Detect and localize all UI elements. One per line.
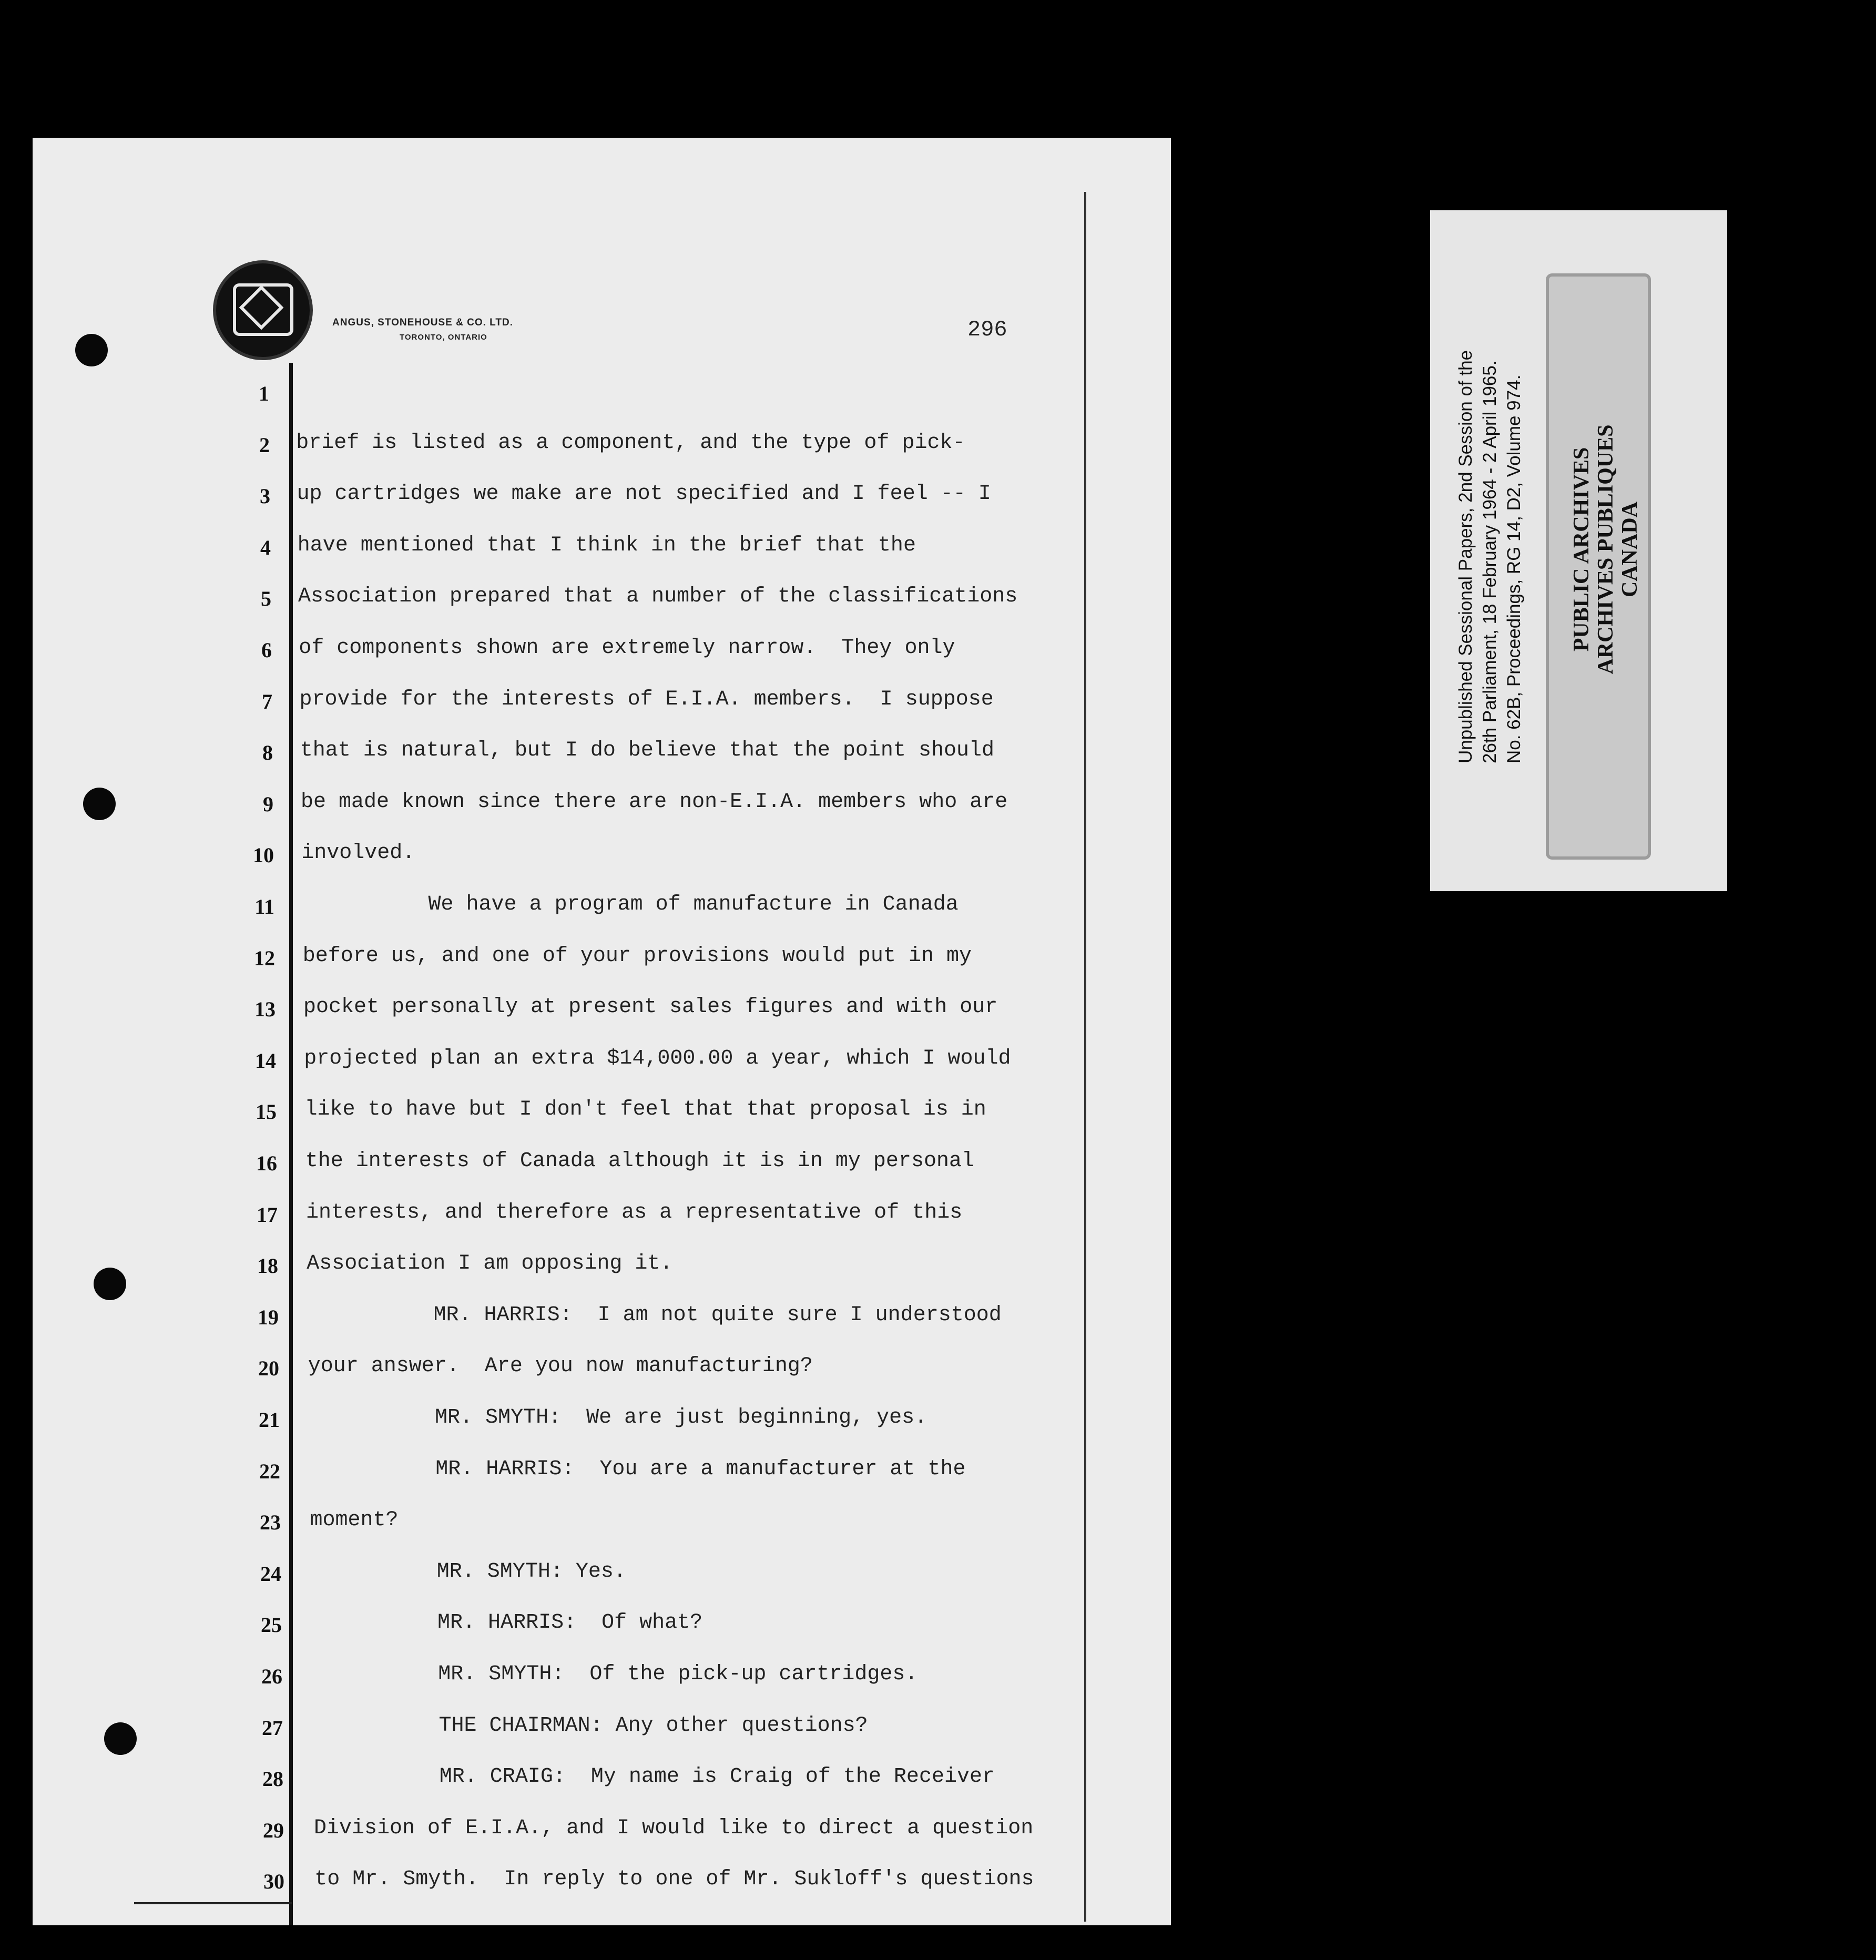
- firm-city: TORONTO, ONTARIO: [400, 333, 487, 342]
- transcript-line: provide for the interests of E.I.A. members. I suppose: [299, 687, 994, 711]
- archive-card-text: [1454, 122, 1526, 763]
- line-number: 6: [261, 638, 272, 662]
- line-number: 27: [262, 1716, 283, 1740]
- line-number: 30: [263, 1870, 284, 1894]
- transcript-line: projected plan an extra $14,000.00 a year, which I would: [304, 1046, 1011, 1070]
- transcript-line: MR. SMYTH: Yes.: [310, 1559, 626, 1584]
- firm-name: ANGUS, STONEHOUSE & CO. LTD.: [332, 317, 513, 328]
- line-number: 23: [260, 1510, 281, 1535]
- line-number: 14: [255, 1048, 276, 1073]
- line-number: 2: [259, 433, 270, 457]
- transcript-line: interests, and therefore as a representative of this: [306, 1200, 963, 1224]
- right-margin-line: [1084, 192, 1086, 1922]
- transcription-logo-icon: [213, 260, 313, 360]
- transcript-line: to Mr. Smyth. In reply to one of Mr. Sukloff's questions: [314, 1867, 1034, 1892]
- transcript-line: the interests of Canada although it is in my personal: [305, 1149, 974, 1173]
- line-number: 7: [262, 689, 272, 713]
- transcript-line: before us, and one of your provisions would put in my: [302, 944, 972, 968]
- transcript-line: have mentioned that I think in the brief that the: [297, 533, 916, 557]
- transcript-line: MR. CRAIG: My name is Craig of the Receiver: [313, 1765, 995, 1789]
- line-number: 16: [256, 1151, 277, 1175]
- archive-line: 26th Parliament, 18 February 1964 - 2 April 1965.: [1480, 360, 1500, 763]
- transcript-line: Association prepared that a number of the classifications: [298, 585, 1018, 609]
- archives-stamp-text: [1569, 379, 1642, 720]
- line-number: 15: [256, 1100, 277, 1124]
- line-number: 25: [261, 1613, 282, 1637]
- transcript-line: up cartridges we make are not specified and I feel -- I: [297, 482, 991, 506]
- archive-line: Unpublished Sessional Papers, 2nd Session of the: [1455, 350, 1476, 763]
- transcript-line: your answer. Are you now manufacturing?: [308, 1354, 813, 1379]
- line-number: 8: [262, 741, 273, 765]
- page-number: 296: [967, 317, 1007, 342]
- transcript-line: We have a program of manufacture in Canada: [302, 893, 959, 916]
- line-number: 22: [259, 1459, 280, 1483]
- line-number: 13: [254, 997, 276, 1022]
- line-number: 29: [263, 1818, 284, 1842]
- transcript-line: MR. HARRIS: You are a manufacturer at the: [309, 1457, 966, 1481]
- line-number: 1: [259, 382, 269, 405]
- stamp-line: PUBLIC ARCHIVES: [1569, 447, 1594, 652]
- archive-line: No. 62B, Proceedings, RG 14, D2, Volume 974.: [1504, 374, 1524, 763]
- line-number: 9: [263, 792, 273, 816]
- transcript-line: involved.: [301, 841, 415, 865]
- punch-hole: [83, 788, 116, 820]
- transcript-line: Association I am opposing it.: [307, 1252, 673, 1276]
- transcript-line: moment?: [310, 1508, 399, 1533]
- transcript-line: Division of E.I.A., and I would like to direct a question: [314, 1816, 1034, 1840]
- punch-hole: [104, 1722, 137, 1755]
- line-number: 4: [260, 535, 271, 559]
- punch-hole: [75, 334, 108, 366]
- transcript-line: MR. HARRIS: Of what?: [311, 1611, 703, 1635]
- line-number: 21: [259, 1408, 280, 1432]
- stamp-line: ARCHIVES PUBLIQUES: [1594, 424, 1618, 675]
- transcript-line: brief is listed as a component, and the type of pick-: [296, 431, 965, 455]
- line-number: 28: [262, 1767, 283, 1791]
- stamp-line: CANADA: [1618, 502, 1642, 597]
- transcript-line: MR. SMYTH: We are just beginning, yes.: [309, 1406, 927, 1430]
- line-number: 20: [258, 1356, 279, 1381]
- line-number: 18: [257, 1254, 278, 1278]
- transcript-line: that is natural, but I do believe that the point should: [300, 739, 994, 763]
- transcript-line: MR. HARRIS: I am not quite sure I understood: [307, 1303, 1002, 1327]
- bottom-rule: [134, 1902, 292, 1904]
- line-number: 10: [253, 843, 274, 867]
- transcript-page: [33, 138, 1171, 1925]
- line-number: 17: [257, 1202, 278, 1227]
- line-number: 11: [254, 895, 274, 918]
- margin-line: [289, 363, 293, 1925]
- logo-mark: [233, 283, 293, 336]
- line-number: 5: [261, 587, 271, 611]
- transcript-line: like to have but I don't feel that that proposal is in: [304, 1098, 986, 1122]
- transcript-line: MR. SMYTH: Of the pick-up cartridges.: [312, 1662, 918, 1686]
- line-number: 19: [258, 1305, 279, 1329]
- transcript-line: THE CHAIRMAN: Any other questions?: [312, 1713, 868, 1738]
- line-number: 24: [260, 1561, 281, 1586]
- transcript-line: pocket personally at present sales figures and with our: [303, 995, 998, 1019]
- line-number: 12: [254, 946, 275, 970]
- transcript-line: of components shown are extremely narrow. They only: [299, 636, 955, 660]
- punch-hole: [94, 1268, 126, 1300]
- line-number: 26: [261, 1665, 282, 1688]
- transcript-line: be made known since there are non-E.I.A. members who are: [301, 790, 1008, 814]
- line-number: 3: [260, 484, 270, 508]
